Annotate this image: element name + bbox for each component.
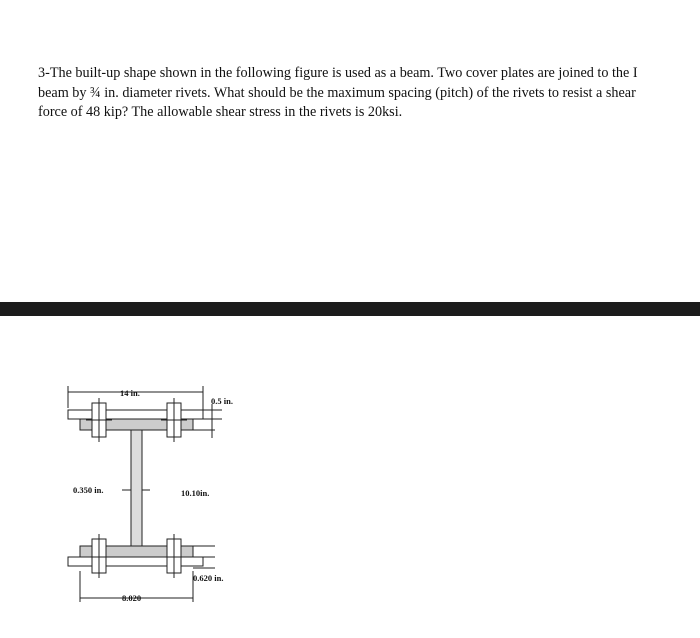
- plate-thickness-label: 0.5 in.: [211, 396, 233, 406]
- flange-width-label: 8.020: [122, 593, 142, 603]
- web-thickness-label: 0.350 in.: [73, 485, 104, 495]
- built-up-beam-figure: [0, 330, 700, 633]
- problem-statement: 3-The built-up shape shown in the following figure is used as a beam. Two cover plates are joined to the I beam by ¾ in. diameter rivets. What should be the maximum spacing (pitch) of the rivets to resist a shear force of 48 kip? The allowable shear stress in the rivets is 20ksi.: [38, 65, 638, 120]
- flange-thickness-label: 0.620 in.: [193, 573, 224, 583]
- plate-width-label: 14 in.: [120, 388, 140, 398]
- divider-bar: [0, 302, 700, 316]
- beam-cross-section-diagram: [0, 330, 700, 633]
- depth-label: 10.10in.: [181, 488, 210, 498]
